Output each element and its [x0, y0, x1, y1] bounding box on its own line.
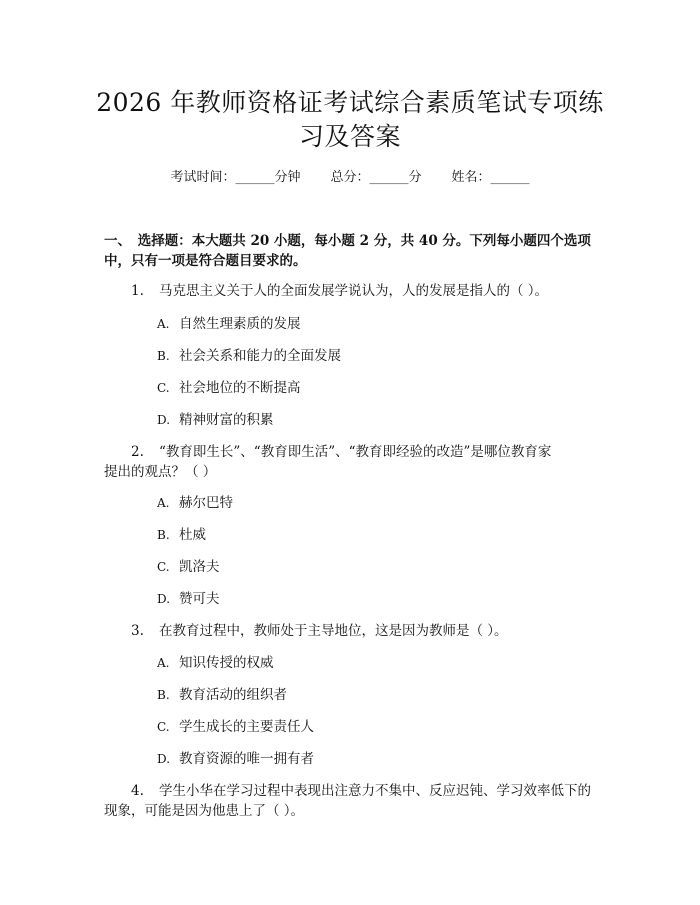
question-2-option-c [157, 557, 220, 577]
option-letter: D. [157, 592, 171, 606]
question-4-stem-continued: 现象，可能是因为他患上了（ ）。 [104, 803, 305, 819]
option-letter: C. [157, 720, 170, 734]
exam-meta [0, 168, 700, 188]
question-2-option-d [157, 589, 220, 609]
option-letter: A. [157, 317, 170, 331]
option-text: 知识传授的权威 [179, 655, 274, 671]
option-text: 赞可夫 [179, 591, 220, 607]
question-3-stem [131, 621, 508, 641]
option-letter: A. [157, 656, 170, 670]
option-letter: B. [157, 528, 170, 542]
question-text: 在教育过程中，教师处于主导地位，这是因为教师是（ ）。 [159, 623, 508, 639]
question-number: 4. [131, 783, 144, 799]
question-3-option-a [157, 653, 274, 673]
question-4-stem [131, 781, 591, 801]
question-1-option-a [157, 314, 301, 334]
question-number: 1. [131, 283, 144, 299]
section-heading-line-2: 中，只有一项是符合题目要求的。 [104, 253, 307, 269]
question-2-stem-continued: 提出的观点？（ ） [104, 464, 217, 480]
option-text: 凯洛夫 [179, 559, 220, 575]
question-2-option-a [157, 493, 233, 513]
option-letter: B. [157, 349, 170, 363]
question-1-option-d [157, 410, 274, 430]
option-text: 社会关系和能力的全面发展 [179, 348, 341, 364]
question-1-option-b [157, 346, 341, 366]
question-3-option-b [157, 685, 287, 705]
option-text: 赫尔巴特 [179, 495, 233, 511]
question-number: 3. [131, 623, 144, 639]
question-number: 2. [131, 444, 144, 460]
question-1-stem [131, 281, 548, 301]
option-text: 杜威 [179, 527, 206, 543]
question-text-line-1: “教育即生长”、“教育即生活”、“教育即经验的改造”是哪位教育家 [159, 444, 552, 460]
student-name-field: 姓名：______ [451, 170, 530, 185]
question-3-option-c [157, 717, 314, 737]
option-letter: C. [157, 560, 170, 574]
option-text: 学生成长的主要责任人 [179, 719, 314, 735]
section-heading-line-1: 一、 选择题：本大题共 20 小题，每小题 2 分，共 40 分。下列每小题四个选项 [104, 233, 591, 249]
total-score-field: 总分：______分 [330, 170, 422, 185]
option-letter: D. [157, 413, 171, 427]
option-text: 教育资源的唯一拥有者 [179, 751, 314, 767]
question-2-stem [131, 442, 551, 462]
exam-time-field: 考试时间：______分钟 [170, 170, 301, 185]
question-text-line-1: 学生小华在学习过程中表现出注意力不集中、反应迟钝、学习效率低下的 [159, 783, 591, 799]
question-1-option-c [157, 378, 301, 398]
question-2-option-b [157, 525, 206, 545]
question-3-option-d [157, 749, 314, 769]
option-letter: A. [157, 496, 170, 510]
question-text: 马克思主义关于人的全面发展学说认为，人的发展是指人的（ ）。 [159, 283, 549, 299]
option-letter: B. [157, 688, 170, 702]
option-text: 教育活动的组织者 [179, 687, 287, 703]
option-text: 自然生理素质的发展 [179, 316, 301, 332]
option-text: 精神财富的积累 [179, 412, 274, 428]
section-heading [104, 231, 594, 271]
option-text: 社会地位的不断提高 [179, 380, 301, 396]
option-letter: C. [157, 381, 170, 395]
page-title-line-1: 2026 年教师资格证考试综合素质笔试专项练 [96, 88, 604, 117]
page-title-line-2: 习及答案 [298, 122, 401, 151]
option-letter: D. [157, 752, 171, 766]
